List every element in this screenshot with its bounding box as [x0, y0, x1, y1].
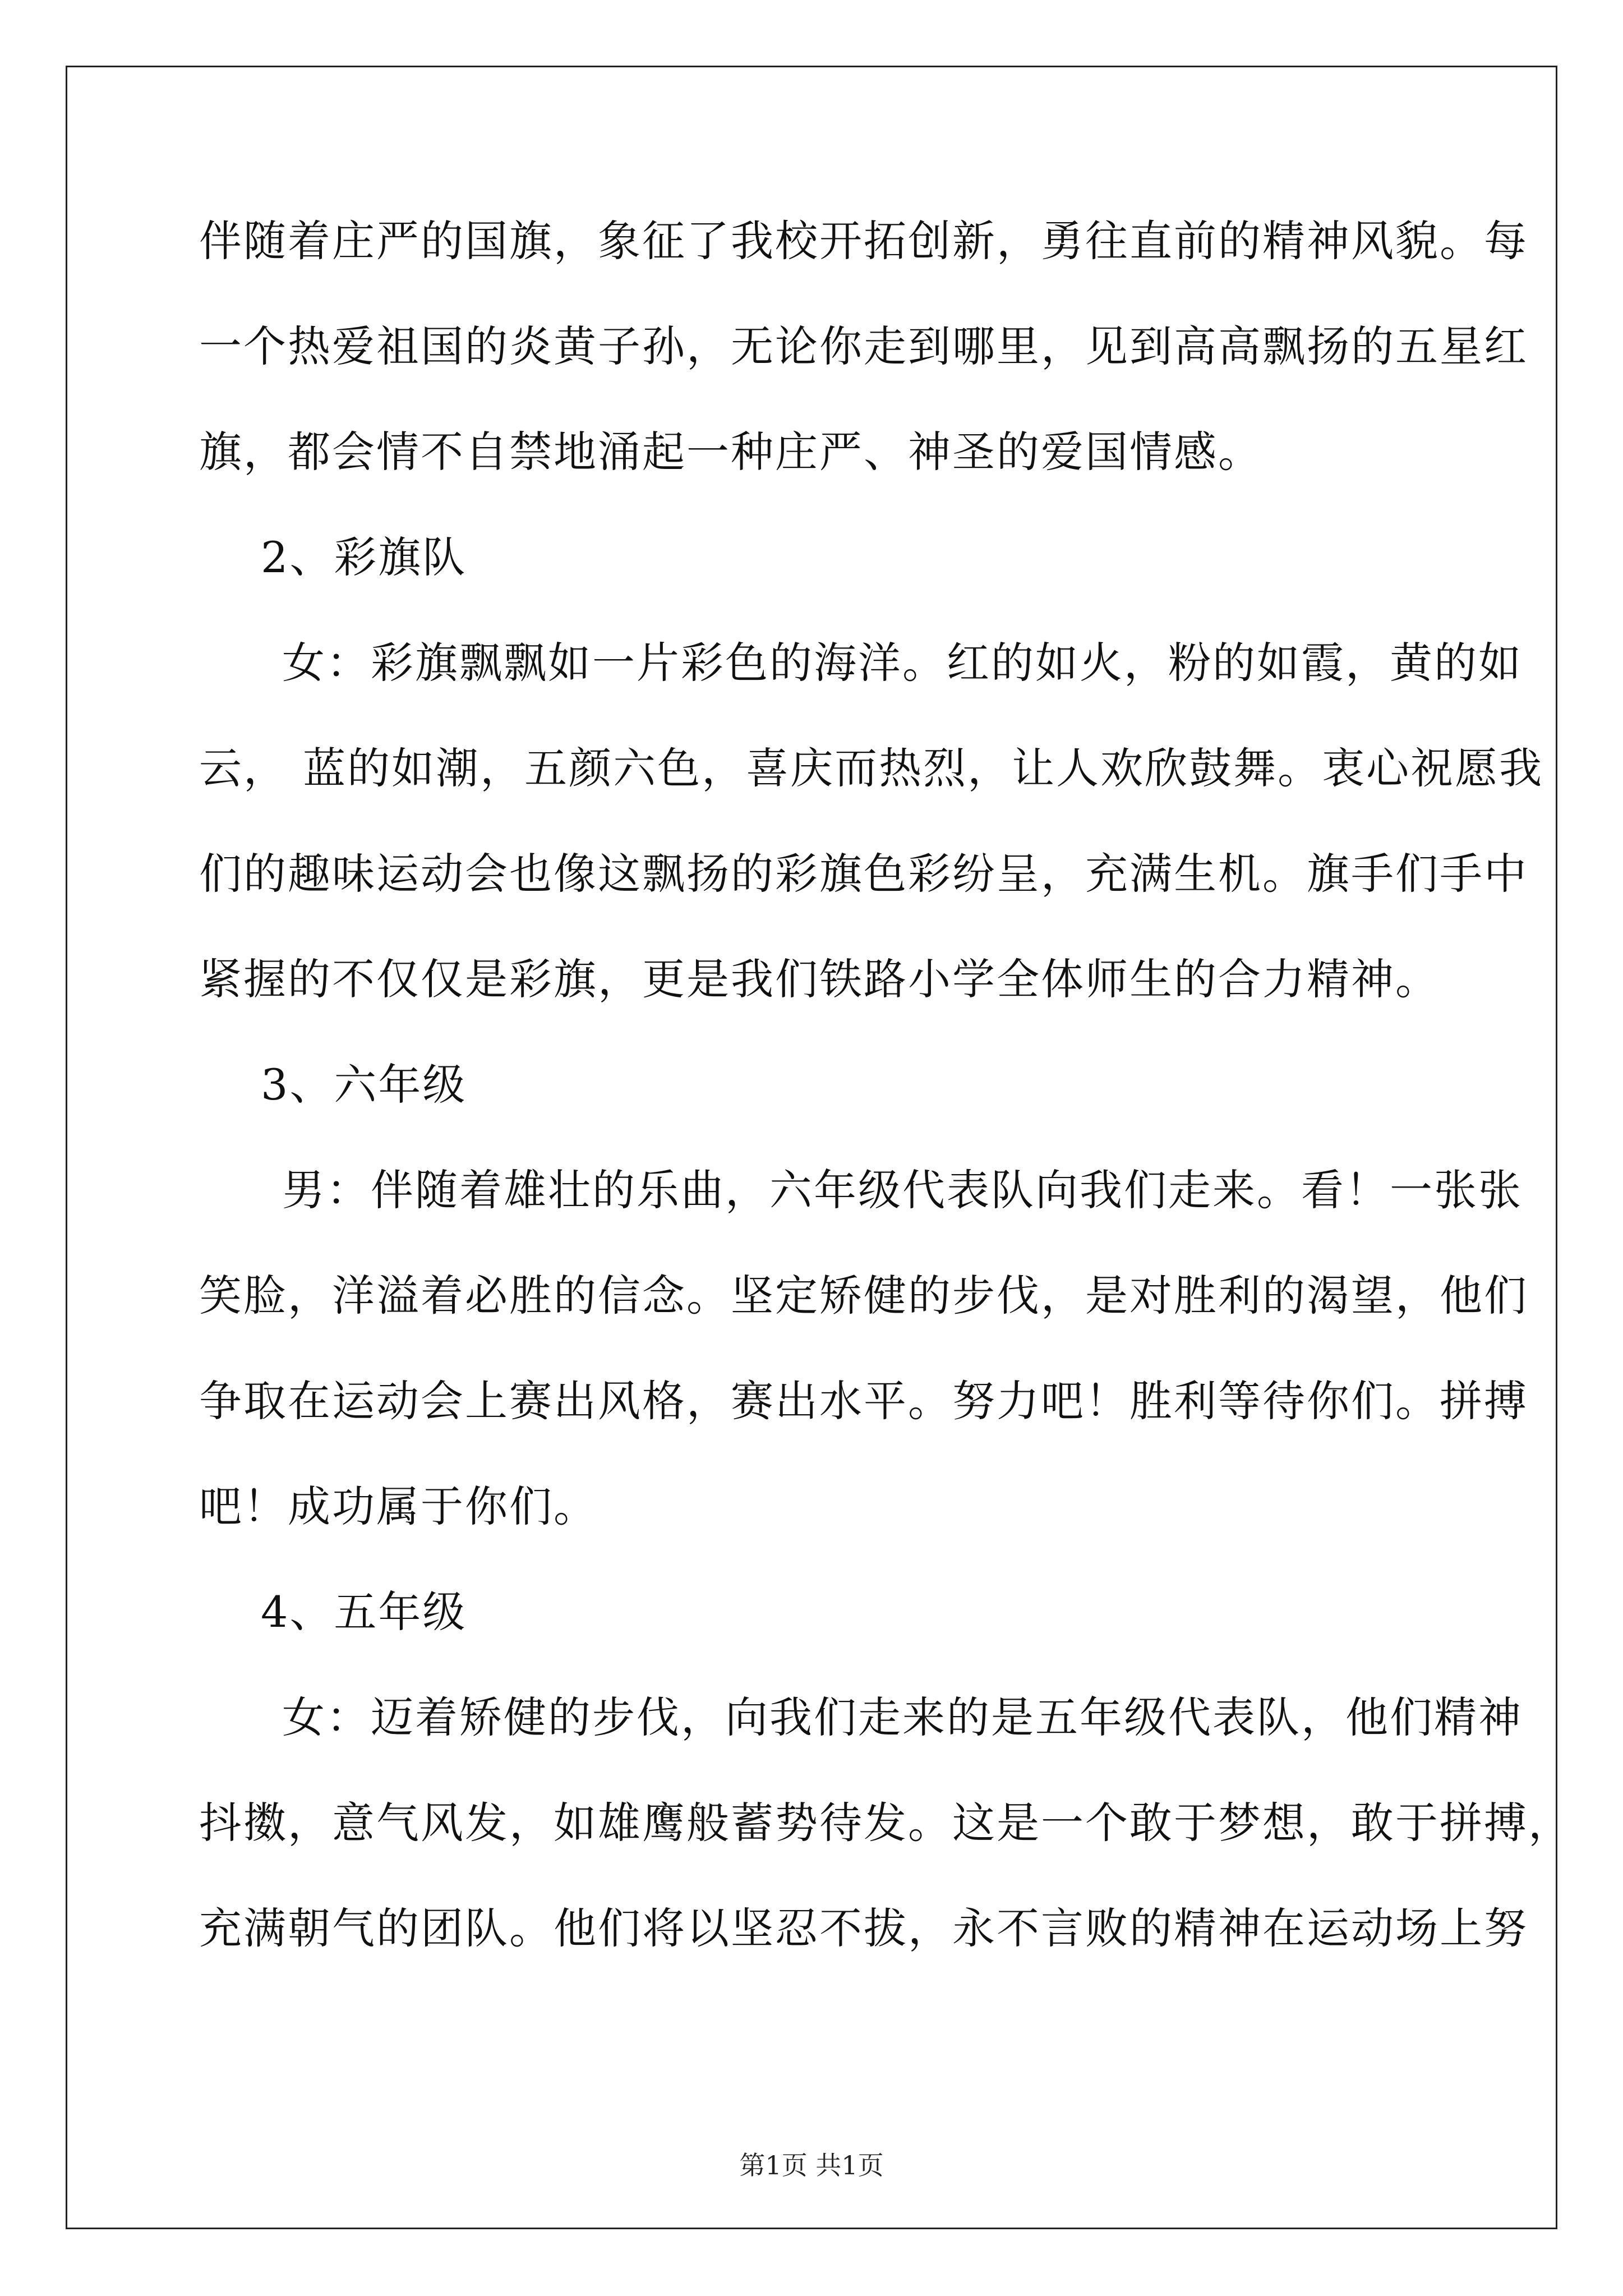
paragraph-line: 旗，都会情不自禁地涌起一种庄严、神圣的爱国情感。: [199, 427, 1262, 477]
paragraph-line: 笑脸，洋溢着必胜的信念。坚定矫健的步伐，是对胜利的渴望，他们: [199, 1271, 1528, 1320]
paragraph-line: 一个热爱祖国的炎黄子孙，无论你走到哪里，见到高高飘扬的五星红: [199, 321, 1528, 371]
paragraph-line: 男：伴随着雄壮的乐曲，六年级代表队向我们走来。看！一张张: [282, 1165, 1523, 1215]
section-heading: 4、五年级: [261, 1587, 467, 1637]
paragraph-line: 抖擞，意气风发，如雄鹰般蓄势待发。这是一个敢于梦想，敢于拼搏，: [199, 1798, 1573, 1848]
section-heading: 2、彩旗队: [261, 532, 467, 582]
page-footer: 第1页 共1页: [739, 2150, 884, 2180]
paragraph-line: 们的趣味运动会也像这飘扬的彩旗色彩纷呈，充满生机。旗手们手中: [199, 849, 1528, 899]
paragraph-line: 紧握的不仅仅是彩旗，更是我们铁路小学全体师生的合力精神。: [199, 954, 1440, 1004]
paragraph-line: 吧！成功属于你们。: [199, 1481, 598, 1531]
paragraph-line: 女：彩旗飘飘如一片彩色的海洋。红的如火，粉的如霞，黄的如: [282, 638, 1523, 688]
section-heading: 3、六年级: [261, 1060, 467, 1110]
paragraph-line: 伴随着庄严的国旗，象征了我校开拓创新，勇往直前的精神风貌。每: [199, 216, 1528, 266]
paragraph-line: 女：迈着矫健的步伐，向我们走来的是五年级代表队，他们精神: [282, 1692, 1523, 1742]
paragraph-line: 云， 蓝的如潮，五颜六色，喜庆而热烈，让人欢欣鼓舞。衷心祝愿我: [199, 743, 1544, 793]
paragraph-line: 争取在运动会上赛出风格，赛出水平。努力吧！胜利等待你们。拼搏: [199, 1376, 1528, 1426]
paragraph-line: 充满朝气的团队。他们将以坚忍不拔，永不言败的精神在运动场上努: [199, 1903, 1528, 1953]
